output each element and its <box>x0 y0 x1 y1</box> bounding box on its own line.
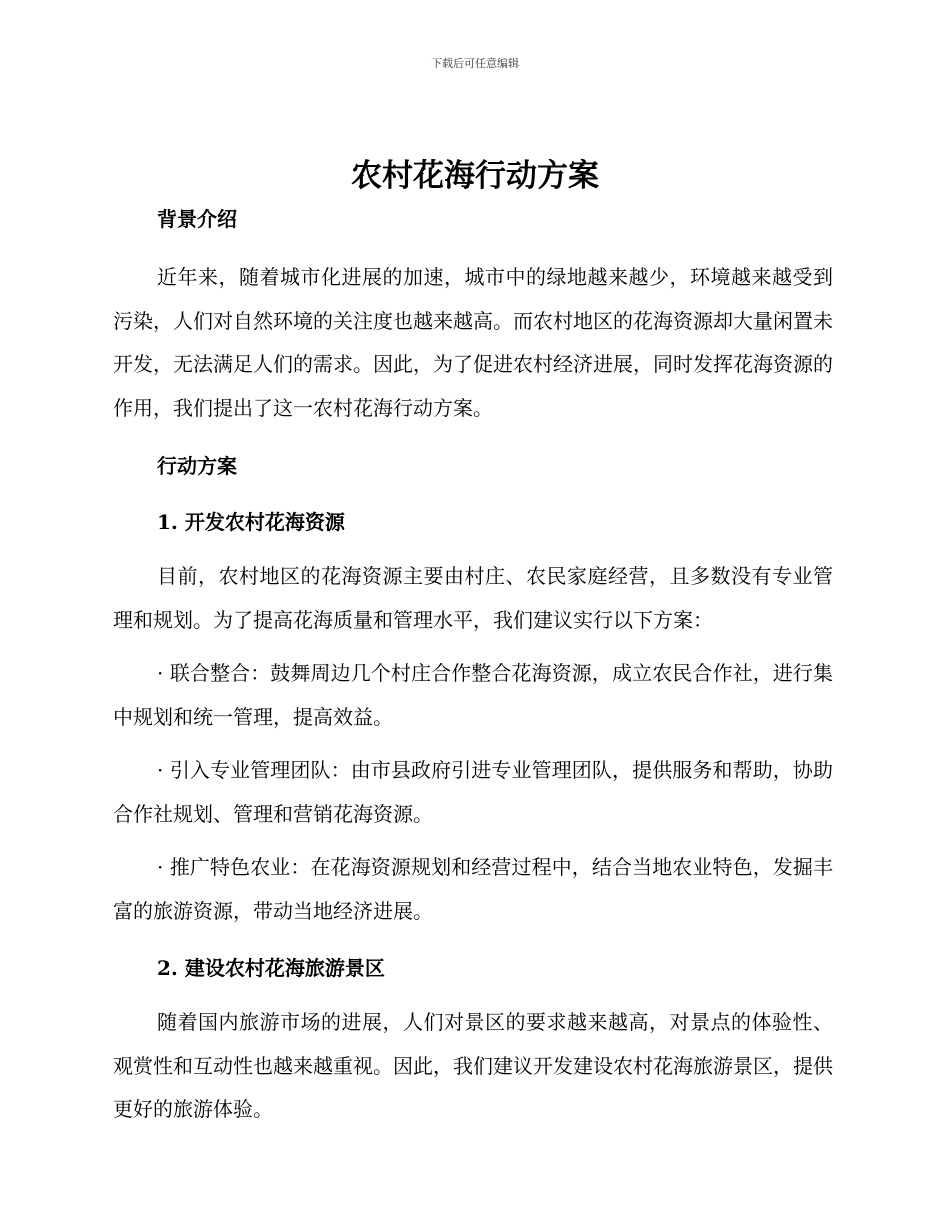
bullet-item: · 联合整合：鼓舞周边几个村庄合作整合花海资源，成立农民合作社，进行集中规划和统一管理，提高效益。 <box>113 661 833 729</box>
section1-paragraph: 目前，农村地区的花海资源主要由村庄、农民家庭经营，且多数没有专业管理和规划。为了提高花海质量和管理水平，我们建议实行以下方案： <box>113 564 833 632</box>
bullet-item: · 引入专业管理团队：由市县政府引进专业管理团队，提供服务和帮助，协助合作社规划、管理和营销花海资源。 <box>113 758 833 826</box>
document-body <box>113 200 833 1132</box>
section2-paragraph: 随着国内旅游市场的进展，人们对景区的要求越来越高，对景点的体验性、观赏性和互动性也越来越重视。因此，我们建议开发建设农村花海旅游景区，提供更好的旅游体验。 <box>113 1010 833 1121</box>
section1-heading: 1. 开发农村花海资源 <box>157 510 345 534</box>
document-title: 农村花海行动方案 <box>351 158 599 194</box>
plan-heading: 行动方案 <box>157 454 237 478</box>
background-heading: 背景介绍 <box>157 207 237 231</box>
section2-heading: 2. 建设农村花海旅游景区 <box>157 956 385 980</box>
header-note: 下载后可任意编辑 <box>431 57 519 70</box>
background-paragraph: 近年来，随着城市化进展的加速，城市中的绿地越来越少，环境越来越受到污染，人们对自然环境的关注度也越来越高。而农村地区的花海资源却大量闲置未开发，无法满足人们的需求。因此，为了促进农村经济进展，同时发挥花海资源的作用，我们提出了这一农村花海行动方案。 <box>113 265 833 420</box>
bullet-item: · 推广特色农业：在花海资源规划和经营过程中，结合当地农业特色，发掘丰富的旅游资源，带动当地经济进展。 <box>113 855 833 923</box>
